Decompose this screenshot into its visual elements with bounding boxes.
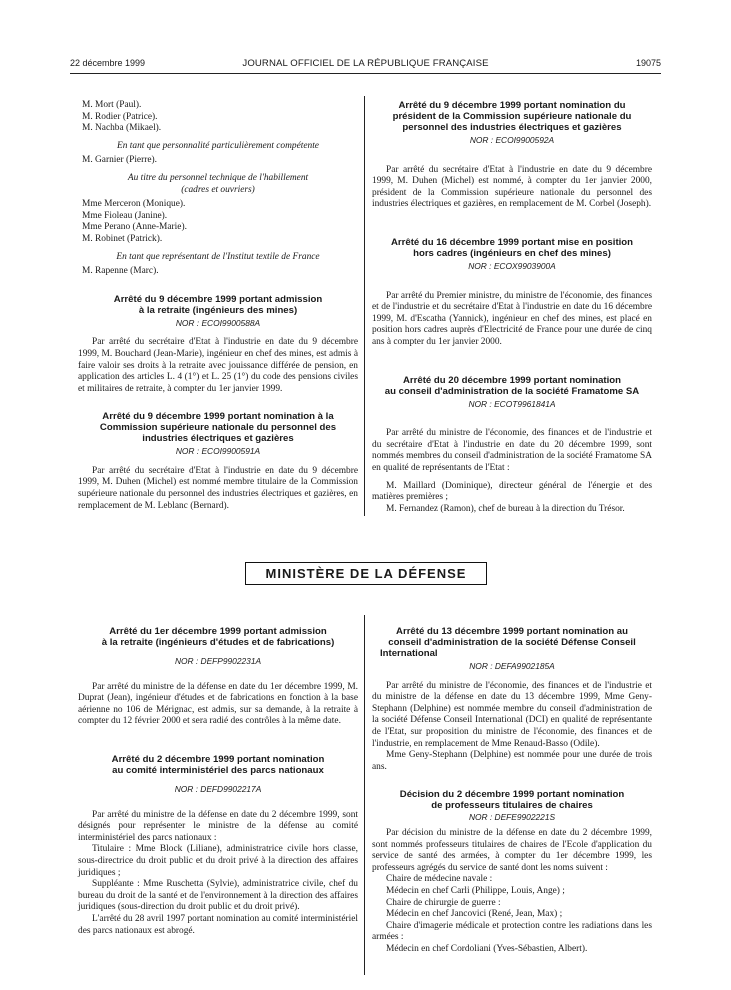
article-body: Par arrêté du ministre de la défense en date du 2 décembre 1999, sont désignés pour représenter le ministre de la défense au comité interministériel des parcs nationaux : [78,809,358,843]
page-header [70,58,661,72]
list-item: Chaire de médecine navale : [386,874,493,885]
nor-label: NOR : [468,260,492,271]
list-item: Titulaire : Mme Block (Liliane), administratrice civile hors classe, sous-directrice du droit public et du droit privé à la direction des affaires juridiques ; [78,844,358,878]
article-body: Par décision du ministre de la défense en date du 2 décembre 1999, sont nommés professeurs titulaires de chaires de l'Ecole d'application du service de santé des armées, à compter du 1er décembre 1999, les professeurs agrégés du service de santé dont les noms suivent : [372,827,652,873]
column-divider-top [364,96,365,516]
nor-reference [372,661,652,673]
section-label: En tant que représentant de l'Institut textile de France [116,251,320,262]
article-title: à la retraite (ingénieurs des mines) [138,304,298,316]
nor-label: NOR : [469,661,493,671]
list-item: Mme Perano (Anne-Marie). [82,222,187,233]
list-item: Médecin en chef Jancovici (René, Jean, Max) ; [386,909,563,920]
article-title: à la retraite (ingénieurs d'études et de fabrications) [101,637,335,648]
article-title: de professeurs titulaires de chaires [431,800,593,812]
nor-reference [78,446,358,458]
list-item: Chaire de chirurgie de guerre : [386,897,501,908]
list-item: M. Robinet (Patrick). [82,233,163,244]
article-body: Mme Geny-Stephann (Delphine) est nommée pour une durée de trois ans. [372,750,652,772]
nor-code: ECOI9900592A [495,135,555,145]
top-left-column [78,100,358,512]
article-title: Arrêté du 9 décembre 1999 portant admission [113,293,323,305]
article-body: Par arrêté du secrétaire d'Etat à l'industrie en date du 9 décembre 1999, M. Duhen (Michel) est nommé, à compter du 1er janvier 2000, président de la Commission supérieure nationale du personnel des industries électriques et gazières, en remplacement de M. Corbel (Joseph). [372,164,652,210]
list-item: Médecin en chef Cordoliani (Yves-Sébastien, Albert). [386,943,588,954]
article-title: personnel des industries électriques et gazières [402,122,622,133]
article-title: Arrêté du 9 décembre 1999 portant nomination du [398,100,626,111]
section-label: Au titre du personnel technique de l'habillement [127,172,309,183]
article-title: industries électriques et gazières [142,433,294,445]
article-title: International [380,648,438,659]
nor-label: NOR : [175,317,200,328]
list-item: Médecin en chef Carli (Philippe, Louis, Ange) ; [386,885,565,896]
nor-label: NOR : [175,446,200,457]
nor-code: DEFD9902217A [200,783,262,794]
article-title: Commission supérieure nationale du personnel des [99,422,337,434]
nor-reference [372,261,652,273]
list-item: Mme Fioleau (Janine). [82,210,168,221]
nor-code: DEFP9902231A [200,656,262,666]
nor-label: NOR : [174,783,198,794]
article-title: conseil d'administration de la société Défense Conseil [388,637,636,648]
article-title: Arrêté du 20 décembre 1999 portant nomination [402,374,622,386]
article-body: Par arrêté du secrétaire d'Etat à l'industrie en date du 9 décembre 1999, M. Bouchard (Jean-Marie), ingénieur en chef des mines, est admis à faire valoir ses droits à la retraite avec jouissance différée de pension, en application des articles L. 4 (1°) et L. 25 (1°) du code des pensions civiles et militaires de retraite, à compter du 1er janvier 1999. [78,337,358,394]
nor-code: DEFA9902185A [494,661,555,671]
nor-code: ECOI9900588A [201,317,261,328]
article-body: Par arrêté du secrétaire d'Etat à l'industrie en date du 9 décembre 1999, M. Duhen (Michel) est nommé membre titulaire de la Commission supérieure nationale du personnel des industries électriques et gazières, en remplacement de M. Leblanc (Bernard). [78,465,358,511]
article-title: hors cadres (ingénieurs en chef des mines) [413,247,611,259]
header-rule [70,73,661,74]
nor-label: NOR : [174,656,199,666]
nor-code: DEFE9902221S [494,812,556,823]
nor-reference [78,784,358,796]
article-title: au conseil d'administration de la société Framatome SA [384,385,640,397]
list-item: L'arrêté du 28 avril 1997 portant nomination au comité interministériel des parcs nationaux est abrogé. [78,913,358,936]
ministry-heading: MINISTÈRE DE LA DÉFENSE [245,562,487,585]
nor-code: ECOT9961841A [494,398,556,409]
article-title: Arrêté du 2 décembre 1999 portant nomination [111,753,325,765]
article-body: Par arrêté du ministre de la défense en date du 1er décembre 1999, M. Duprat (Jean), ingénieur d'études et de fabrications en fonction à la base aérienne no 106 de Mérignac, est admis, sur sa demande, à la retraite à compter du 12 février 2000 et sera radié des contrôles à la même date. [78,681,358,727]
list-item: M. Nachba (Mikael). [82,123,162,134]
article-title: au comité interministériel des parcs nationaux [112,764,324,776]
nor-reference [372,399,652,411]
article-title: président de la Commission supérieure nationale du [392,111,632,122]
article-body: Par arrêté du ministre de l'économie, des finances et de l'industrie et du ministre de la défense en date du 13 décembre 1999, Mme Geny-Stephann (Delphine) est nommée membre du conseil d'administration de la société Défense Conseil International (DCI) en qualité de représentante de l'Etat, sur proposition du ministre de l'économie, des finances et de l'industrie, en remplacement de Mme Renaud-Basso (Odile). [372,680,652,749]
article-title: Arrêté du 9 décembre 1999 portant nomination à la [102,411,334,423]
nor-reference [372,812,652,824]
header-date: 22 décembre 1999 [70,58,146,68]
list-item: M. Mort (Paul). [82,100,142,110]
list-item: Suppléante : Mme Ruschetta (Sylvie), administratrice civile, chef du bureau du droit de la santé et de l'environnement à la direction des affaires juridiques (sous-direction du droit public et du droit privé). [78,879,358,913]
nor-reference [78,656,358,668]
list-item: Chaire d'imagerie médicale et protection contre les radiations dans les armées : [372,920,652,943]
bottom-right-column [372,626,652,955]
article-body: Par arrêté du ministre de l'économie, des finances et de l'industrie et du secrétaire d'Etat à l'industrie en date du 20 décembre 1999, sont nommés membres du conseil d'administration de la société Framatome SA en qualité de représentants de l'Etat : [372,428,653,473]
article-body: Par arrêté du Premier ministre, du ministre de l'économie, des finances et de l'industrie et du secrétaire d'Etat à l'industrie en date du 16 décembre 1999, M. d'Escatha (Yannick), ingénieur en chef des mines, est placé en position hors cadres auprès d'Electricité de France pour une durée de cinq ans à compter du 1er janvier 2000. [372,290,652,347]
article-title: Arrêté du 13 décembre 1999 portant nomination au [396,626,628,637]
section-label: (cadres et ouvriers) [181,184,255,195]
list-item: M. Garnier (Pierre). [82,155,157,166]
journal-title: JOURNAL OFFICIEL DE LA RÉPUBLIQUE FRANÇAISE [242,58,489,69]
nor-code: ECOI9900591A [201,446,261,457]
list-item: M. Fernandez (Ramon), chef de bureau à la direction du Trésor. [386,503,625,514]
bottom-left-column [78,626,358,937]
section-label: En tant que personnalité particulièrement compétente [117,140,319,151]
list-item: M. Maillard (Dominique), directeur général de l'énergie et des matières premières ; [372,480,652,503]
nor-label: NOR : [469,135,494,145]
article-title: Arrêté du 1er décembre 1999 portant admission [109,626,327,637]
list-item: M. Rodier (Patrice). [82,111,158,122]
top-right-column [372,100,652,515]
article-title: Arrêté du 16 décembre 1999 portant mise en position [390,236,634,248]
column-divider-bottom [364,615,365,975]
nor-code: ECOX9903900A [493,260,556,271]
article-title: Décision du 2 décembre 1999 portant nomination [399,789,625,801]
page-number: 19075 [635,58,661,68]
list-item: M. Rapenne (Marc). [82,266,159,277]
list-item: Mme Merceron (Monique). [82,199,186,210]
nor-label: NOR : [468,812,493,823]
nor-reference [78,318,358,330]
nor-reference [372,135,652,147]
nor-label: NOR : [468,398,492,409]
